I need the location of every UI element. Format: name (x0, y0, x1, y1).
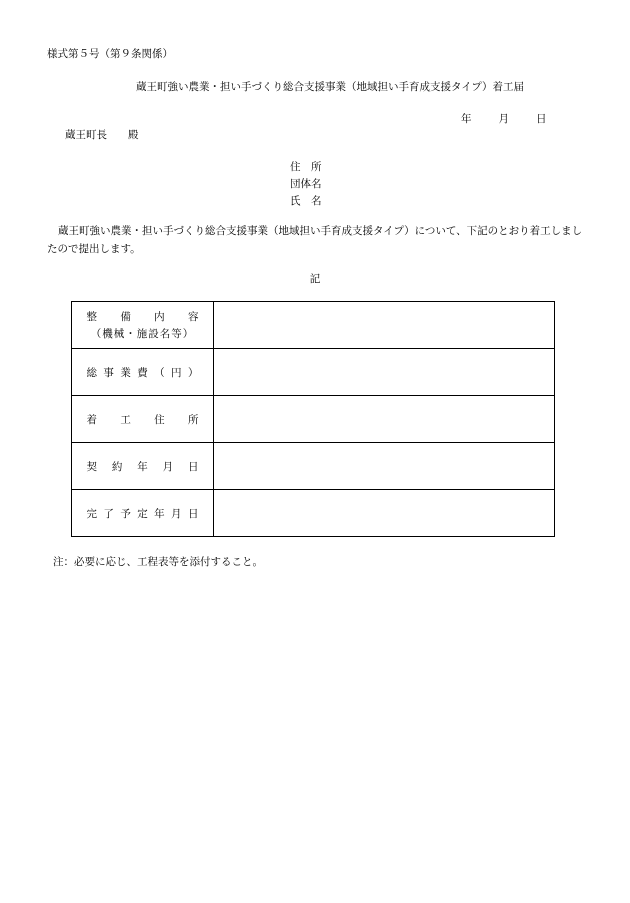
detail-table (71, 301, 555, 537)
row-label-char: 総 (86, 366, 97, 379)
row-label-char: 約 (111, 460, 123, 473)
row-value-field[interactable] (214, 396, 555, 443)
row-label-char: ） (187, 366, 199, 379)
row-label-text (87, 365, 199, 380)
table-row (72, 443, 555, 490)
row-label (72, 302, 214, 349)
row-value-field[interactable] (214, 490, 555, 537)
date-year-label: 年 (461, 113, 472, 125)
row-label-char: 完 (86, 507, 97, 520)
row-label-char: 月 (171, 507, 182, 520)
row-label-sub: （機械・施設名等） (90, 328, 195, 340)
row-label-char: 備 (120, 311, 131, 323)
row-label-char: 容 (187, 311, 199, 323)
row-label-char: 業 (120, 366, 131, 379)
row-label-char: 定 (137, 507, 148, 520)
date-day-label: 日 (536, 113, 547, 125)
row-label (72, 396, 214, 443)
name-label: 氏 名 (290, 195, 322, 207)
date-line (461, 111, 547, 126)
table-row (72, 490, 555, 537)
row-label-text (87, 459, 199, 474)
row-label-char: 着 (86, 413, 97, 426)
row-value-field[interactable] (214, 443, 555, 490)
row-label-char: 月 (162, 460, 174, 473)
note: 注：必要に応じ、工程表等を添付すること。 (53, 556, 263, 568)
row-label-char: 予 (120, 507, 131, 520)
row-label (72, 443, 214, 490)
row-label-text (87, 412, 199, 427)
row-label-char: 契 (86, 460, 97, 473)
recipient: 蔵王町長 殿 (65, 129, 139, 141)
applicant-block (290, 159, 322, 210)
row-label-char: 年 (137, 460, 148, 473)
address-label: 住 所 (290, 161, 322, 173)
row-label-char: 費 (137, 366, 148, 379)
row-label (72, 490, 214, 537)
form-number: 様式第５号（第９条関係） (47, 48, 173, 60)
row-label-char: 所 (187, 413, 199, 426)
row-label-char: 事 (103, 366, 114, 379)
table-row (72, 349, 555, 396)
row-label-char: 円 (171, 366, 182, 379)
row-label-char: 整 (86, 311, 97, 323)
date-month-label: 月 (498, 113, 509, 125)
row-label-char: 日 (188, 460, 199, 473)
row-label-char: 年 (154, 507, 165, 520)
row-label-text (87, 506, 199, 521)
row-label-char: 了 (103, 507, 114, 520)
document-title: 蔵王町強い農業・担い手づくり総合支援事業（地域担い手育成支援タイプ）着工届 (135, 81, 525, 93)
row-label-text (87, 309, 199, 324)
table-row (72, 302, 555, 349)
row-label-char: 工 (120, 413, 131, 426)
row-label-char: （ (154, 366, 165, 379)
row-label-char: 内 (154, 311, 165, 323)
ki-heading: 記 (309, 273, 321, 285)
body-text: 蔵王町強い農業・担い手づくり総合支援事業（地域担い手育成支援タイプ）について、下記のとおり着工しましたので提出します。 (47, 225, 583, 255)
row-label-char: 住 (154, 413, 165, 426)
row-value-field[interactable] (214, 349, 555, 396)
row-value-field[interactable] (214, 302, 555, 349)
row-label (72, 349, 214, 396)
row-label-char: 日 (187, 507, 199, 520)
organization-label: 団体名 (290, 178, 322, 190)
table-row (72, 396, 555, 443)
